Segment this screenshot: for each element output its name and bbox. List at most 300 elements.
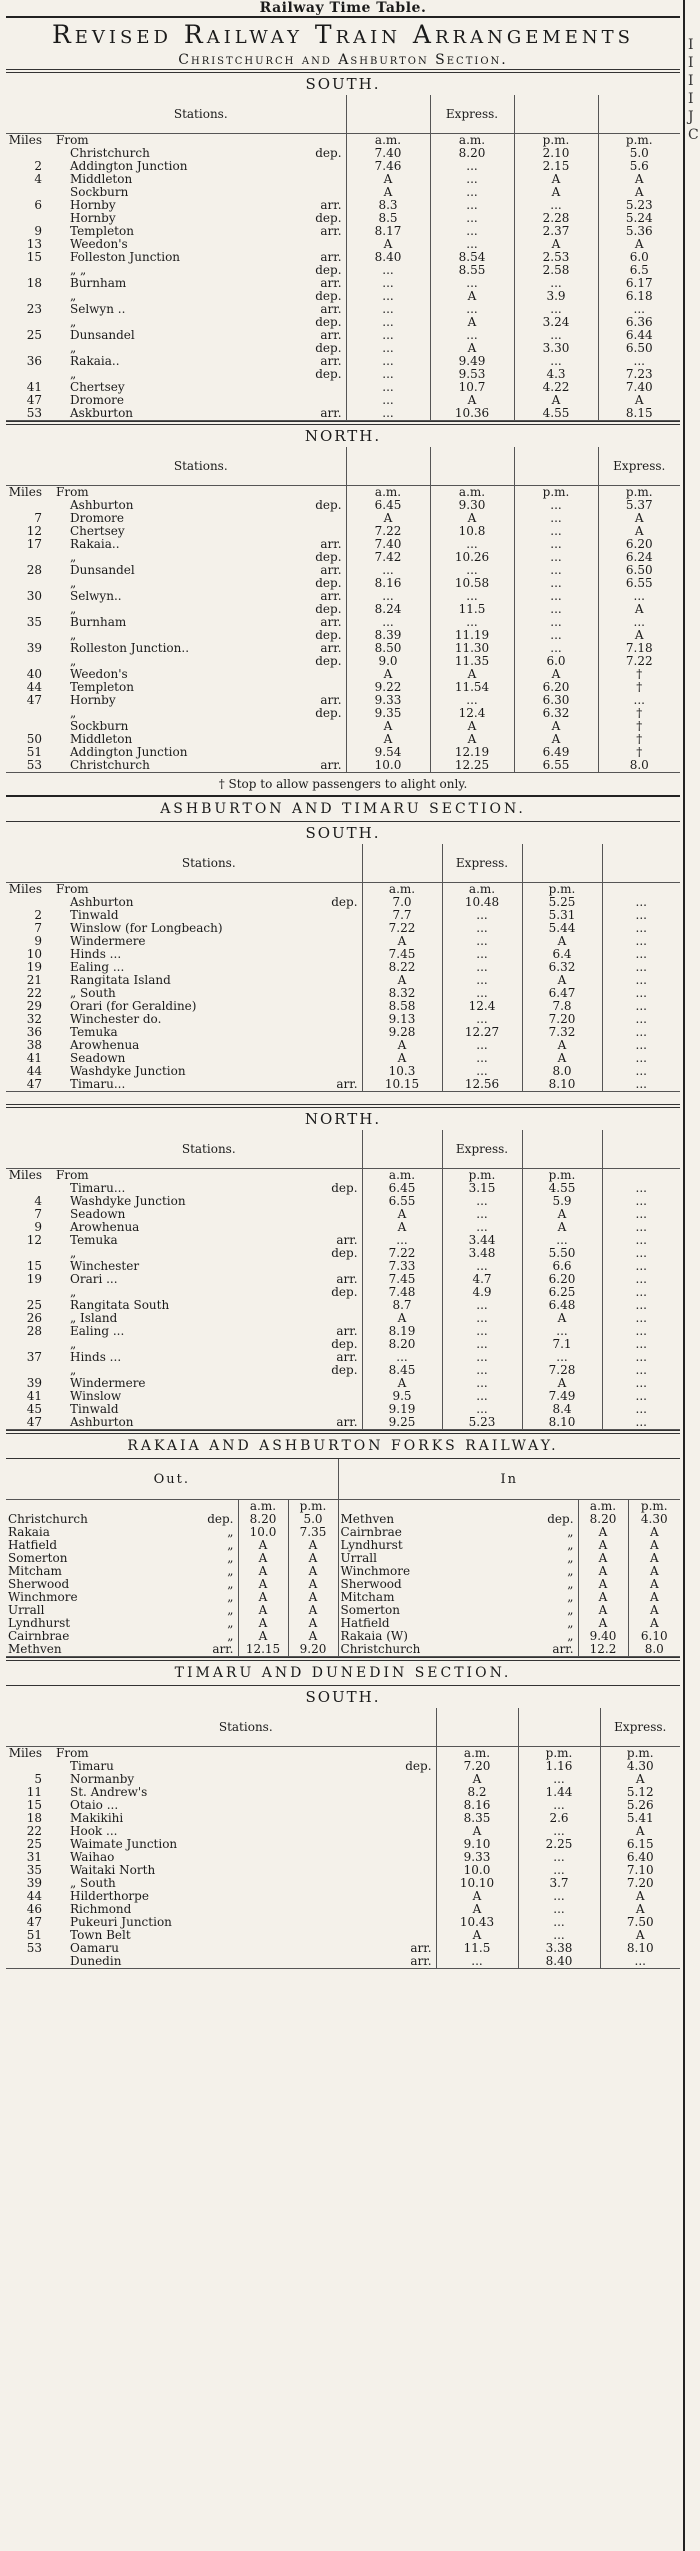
station-cell: Rolleston Junction..: [70, 642, 190, 655]
arr-dep-cell: [280, 486, 346, 500]
time-cell: 3.15: [442, 1182, 522, 1195]
timetable: [6, 844, 680, 1092]
miles-cell: 19: [26, 1273, 42, 1286]
station-cell: Town Belt: [70, 1929, 131, 1942]
time-cell: a.m.: [362, 883, 442, 897]
out-arr-dep: „: [227, 1591, 234, 1604]
station-cell: Winslow: [70, 1390, 122, 1403]
miles-cell: 7: [34, 922, 42, 935]
time-cell: a.m.: [430, 134, 514, 148]
in-time: A: [578, 1617, 628, 1630]
arr-dep-cell: arr.: [320, 199, 342, 212]
edge-fragment: J: [688, 109, 694, 125]
station-cell: Otaio ...: [70, 1799, 119, 1812]
arr-dep-cell: arr.: [336, 1234, 358, 1247]
time-cell: 8.16: [436, 1799, 518, 1812]
time-cell: 4.22: [514, 381, 598, 394]
time-cell: 2.6: [518, 1812, 600, 1825]
miles-cell: [6, 290, 52, 303]
table-row: [6, 759, 680, 773]
miles-cell: 35: [26, 616, 42, 629]
miles-cell: 41: [26, 381, 42, 394]
table-row: [6, 329, 680, 342]
col-header-time: Express.: [442, 1130, 522, 1169]
station-cell: Waihao: [70, 1851, 115, 1864]
table-row: [6, 1591, 680, 1604]
station-cell: „: [70, 603, 77, 616]
time-cell: 7.40: [598, 381, 680, 394]
time-cell: ...: [442, 974, 522, 987]
time-cell: A: [598, 238, 680, 251]
time-cell: ...: [602, 961, 680, 974]
table-row: [6, 1247, 680, 1260]
in-time: A: [628, 1617, 680, 1630]
time-cell: ...: [442, 1299, 522, 1312]
time-cell: 2.10: [514, 147, 598, 160]
time-cell: 5.12: [600, 1786, 680, 1799]
timaru-dunedin-title: TIMARU AND DUNEDIN SECTION.: [174, 1665, 512, 1681]
time-cell: 10.26: [430, 551, 514, 564]
station-cell: Burnham: [70, 277, 127, 290]
arr-dep-cell: [292, 1052, 362, 1065]
time-cell: 3.38: [518, 1942, 600, 1955]
time-cell: ...: [442, 1338, 522, 1351]
time-cell: ...: [442, 1351, 522, 1364]
footnote: † Stop to allow passengers to alight only.: [218, 777, 468, 791]
table-row: [6, 961, 680, 974]
in-arr-dep: „: [567, 1526, 574, 1539]
time-cell: 6.4: [522, 948, 602, 961]
in-time: A: [628, 1526, 680, 1539]
arr-dep-cell: dep.: [315, 551, 342, 564]
time-cell: 2.28: [514, 212, 598, 225]
table-row: [6, 707, 680, 720]
in-time: A: [628, 1565, 680, 1578]
arr-dep-cell: dep.: [331, 1182, 358, 1195]
out-time: A: [238, 1565, 288, 1578]
table-row: [6, 486, 680, 500]
time-cell: 7.45: [362, 948, 442, 961]
time-cell: 8.5: [346, 212, 430, 225]
arr-dep-cell: arr.: [336, 1273, 358, 1286]
table-row: [6, 251, 680, 264]
arr-dep-cell: [356, 1877, 436, 1890]
miles-cell: 5: [34, 1773, 42, 1786]
time-cell: ...: [602, 1195, 680, 1208]
station-cell: Sockburn: [70, 720, 129, 733]
arr-dep-cell: [292, 1312, 362, 1325]
time-cell: 9.22: [346, 681, 430, 694]
miles-cell: 7: [34, 1208, 42, 1221]
table-row: [6, 909, 680, 922]
table-row: [6, 733, 680, 746]
time-cell: ...: [514, 551, 598, 564]
table-row: [6, 1221, 680, 1234]
time-cell: A: [598, 603, 680, 616]
time-cell: 5.31: [522, 909, 602, 922]
miles-cell: 9: [34, 1221, 42, 1234]
arr-dep-cell: [292, 1377, 362, 1390]
time-cell: 7.8: [522, 1000, 602, 1013]
in-time: 8.0: [628, 1643, 680, 1657]
time-cell: 8.15: [598, 407, 680, 421]
table-row: [6, 173, 680, 186]
time-cell: 9.0: [346, 655, 430, 668]
table-row: [6, 642, 680, 655]
arr-dep-cell: [356, 1786, 436, 1799]
station-cell: „ South: [70, 1877, 116, 1890]
time-cell: 8.40: [518, 1955, 600, 1969]
time-cell: 8.2: [436, 1786, 518, 1799]
out-arr-dep: „: [227, 1578, 234, 1591]
station-cell: Rakaia..: [70, 538, 120, 551]
arr-dep-cell: [292, 1169, 362, 1183]
arr-dep-cell: arr.: [280, 759, 346, 773]
station-cell: Ashburton: [70, 896, 134, 909]
time-cell: 5.41: [600, 1812, 680, 1825]
station-cell: From: [56, 1168, 89, 1182]
time-cell: 6.50: [598, 564, 680, 577]
time-cell: †: [598, 733, 680, 746]
time-cell: ...: [518, 1929, 600, 1942]
time-cell: 7.22: [598, 655, 680, 668]
time-cell: A: [436, 1825, 518, 1838]
time-cell: A: [362, 1221, 442, 1234]
time-cell: ...: [514, 329, 598, 342]
col-header-stations: Stations.: [52, 1130, 362, 1169]
station-cell: Winslow (for Longbeach): [70, 922, 223, 935]
time-cell: 6.48: [522, 1299, 602, 1312]
time-cell: ...: [518, 1864, 600, 1877]
time-cell: p.m.: [522, 1169, 602, 1183]
time-cell: A: [430, 512, 514, 525]
station-cell: Waitaki North: [70, 1864, 156, 1877]
table-row: [6, 134, 680, 148]
table-row: [6, 935, 680, 948]
time-cell: 6.40: [600, 1851, 680, 1864]
timetable: [6, 447, 680, 773]
miles-cell: [6, 147, 52, 160]
time-cell: A: [346, 186, 430, 199]
table-row: [6, 1539, 680, 1552]
time-cell: 9.19: [362, 1403, 442, 1416]
in-arr-dep: „: [567, 1552, 574, 1565]
miles-cell: 47: [26, 1916, 42, 1929]
time-cell: ...: [602, 1273, 680, 1286]
arr-dep-cell: arr.: [320, 564, 342, 577]
miles-cell: 15: [26, 251, 42, 264]
time-cell: ...: [346, 316, 430, 329]
table-row: [6, 629, 680, 642]
out-time: A: [288, 1552, 338, 1565]
col-header-stations: Stations.: [52, 1708, 436, 1747]
time-cell: ...: [442, 1208, 522, 1221]
time-cell: ...: [598, 590, 680, 603]
time-cell: 3.7: [518, 1877, 600, 1890]
time-cell: ...: [430, 199, 514, 212]
time-cell: ...: [602, 1000, 680, 1013]
time-cell: ...: [518, 1903, 600, 1916]
table-row: [6, 1877, 680, 1890]
at-north-heading: NORTH.: [304, 1110, 382, 1128]
miles-cell: 26: [26, 1312, 42, 1325]
time-cell: 9.10: [436, 1838, 518, 1851]
time-cell: 6.20: [514, 681, 598, 694]
station-cell: Richmond: [70, 1903, 132, 1916]
miles-cell: [6, 1286, 52, 1299]
table-row: [6, 668, 680, 681]
miles-cell: 9: [34, 225, 42, 238]
table-row: [6, 1578, 680, 1591]
arr-dep-cell: [356, 1916, 436, 1929]
miles-cell: [6, 1247, 52, 1260]
station-cell: Winchester: [70, 1260, 140, 1273]
miles-cell: [6, 1955, 52, 1969]
time-cell: 8.35: [436, 1812, 518, 1825]
station-cell: Windermere: [70, 1377, 146, 1390]
time-cell: 5.44: [522, 922, 602, 935]
time-cell: 8.16: [346, 577, 430, 590]
table-row: [6, 564, 680, 577]
arr-dep-cell: [356, 1799, 436, 1812]
time-cell: 9.13: [362, 1013, 442, 1026]
edge-fragment: I: [688, 73, 694, 89]
time-cell: a.m.: [362, 1169, 442, 1183]
out-time: A: [238, 1539, 288, 1552]
chch-north-heading: NORTH.: [304, 427, 382, 445]
time-cell: ...: [602, 1078, 680, 1092]
in-station: Rakaia (W): [338, 1630, 510, 1643]
table-row: [6, 342, 680, 355]
arr-dep-cell: [356, 1903, 436, 1916]
table-row: [6, 538, 680, 551]
time-cell: ...: [442, 1325, 522, 1338]
arr-dep-cell: [292, 935, 362, 948]
time-cell: A: [362, 1039, 442, 1052]
chch-south-table: [6, 95, 680, 421]
miles-cell: [6, 603, 52, 616]
time-cell: †: [598, 720, 680, 733]
table-row: [6, 1299, 680, 1312]
arr-dep-cell: arr.: [356, 1955, 436, 1969]
station-cell: From: [56, 1746, 89, 1760]
arr-dep-cell: [292, 987, 362, 1000]
time-cell: 9.25: [362, 1416, 442, 1430]
miles-cell: 15: [26, 1260, 42, 1273]
station-cell: Waimate Junction: [70, 1838, 178, 1851]
station-cell: Pukeuri Junction: [70, 1916, 172, 1929]
table-row: [6, 1013, 680, 1026]
table-row: [6, 1604, 680, 1617]
arr-dep-cell: dep.: [315, 707, 342, 720]
time-cell: 8.7: [362, 1299, 442, 1312]
miles-cell: [6, 655, 52, 668]
time-cell: 10.3: [362, 1065, 442, 1078]
table-row: [6, 1903, 680, 1916]
table-row: [6, 681, 680, 694]
station-cell: Orari ...: [70, 1273, 118, 1286]
at-south-heading: SOUTH.: [305, 824, 381, 842]
time-cell: 8.55: [430, 264, 514, 277]
miles-cell: 44: [26, 1065, 42, 1078]
time-cell: 8.24: [346, 603, 430, 616]
arr-dep-cell: dep.: [315, 316, 342, 329]
time-cell: 8.32: [362, 987, 442, 1000]
time-cell: A: [346, 512, 430, 525]
miles-cell: 25: [26, 1299, 42, 1312]
time-cell: 8.10: [522, 1416, 602, 1430]
col-header-time: Express.: [442, 844, 522, 883]
table-row: [6, 1747, 680, 1761]
arr-dep-cell: [280, 512, 346, 525]
time-cell: A: [522, 1039, 602, 1052]
time-cell: ...: [430, 564, 514, 577]
miles-cell: [6, 551, 52, 564]
time-cell: 8.20: [430, 147, 514, 160]
table-row: [6, 316, 680, 329]
arr-dep-cell: dep.: [315, 629, 342, 642]
forks-table: [6, 1459, 680, 1657]
time-cell: 10.36: [430, 407, 514, 421]
table-row: [6, 577, 680, 590]
table-row: [6, 381, 680, 394]
time-cell: ...: [442, 1065, 522, 1078]
time-cell: ...: [602, 1286, 680, 1299]
in-time: 6.10: [628, 1630, 680, 1643]
time-cell: ...: [598, 303, 680, 316]
table-row: [6, 1825, 680, 1838]
time-cell: 3.30: [514, 342, 598, 355]
table-row: [6, 1851, 680, 1864]
in-time: 9.40: [578, 1630, 628, 1643]
time-cell: ...: [442, 1195, 522, 1208]
at-south-table: [6, 844, 680, 1092]
arr-dep-cell: dep.: [315, 342, 342, 355]
station-cell: Addington Junction: [70, 160, 188, 173]
miles-cell: 19: [26, 961, 42, 974]
station-cell: Tinwald: [70, 1403, 119, 1416]
arr-dep-cell: [292, 1299, 362, 1312]
table-row: [6, 1195, 680, 1208]
in-time: A: [578, 1526, 628, 1539]
time-cell: p.m.: [442, 1169, 522, 1183]
out-time: A: [288, 1630, 338, 1643]
arr-dep-cell: [292, 961, 362, 974]
miles-cell: 53: [26, 1942, 42, 1955]
time-cell: 12.4: [442, 1000, 522, 1013]
miles-cell: Miles: [8, 1168, 42, 1182]
station-cell: „: [70, 1247, 77, 1260]
time-cell: A: [514, 720, 598, 733]
station-cell: „: [70, 1338, 77, 1351]
station-cell: Chertsey: [70, 381, 125, 394]
time-cell: ...: [602, 1182, 680, 1195]
miles-cell: 39: [26, 642, 42, 655]
station-cell: From: [56, 133, 89, 147]
out-station: Lyndhurst: [8, 1617, 71, 1630]
time-cell: ...: [602, 974, 680, 987]
chch-north-table: [6, 447, 680, 773]
time-cell: ...: [346, 407, 430, 421]
miles-cell: 28: [26, 564, 42, 577]
out-station: Christchurch: [8, 1513, 88, 1526]
out-time: 9.20: [288, 1643, 338, 1657]
time-cell: a.m.: [436, 1747, 518, 1761]
time-cell: 7.32: [522, 1026, 602, 1039]
arr-dep-cell: arr.: [320, 329, 342, 342]
time-cell: 3.24: [514, 316, 598, 329]
arr-dep-cell: [356, 1747, 436, 1761]
time-cell: A: [600, 1890, 680, 1903]
table-row: [6, 1838, 680, 1851]
time-cell: ...: [598, 694, 680, 707]
in-time: A: [628, 1578, 680, 1591]
time-cell: ...: [514, 577, 598, 590]
time-cell: ...: [430, 329, 514, 342]
time-cell: 6.17: [598, 277, 680, 290]
time-cell: 6.45: [362, 1182, 442, 1195]
table-row: [6, 1182, 680, 1195]
out-arr-dep: „: [227, 1526, 234, 1539]
time-cell: a.m.: [430, 486, 514, 500]
time-cell: 7.7: [362, 909, 442, 922]
arr-dep-cell: dep.: [331, 1286, 358, 1299]
time-cell: 8.0: [522, 1065, 602, 1078]
time-cell: A: [522, 1312, 602, 1325]
arr-dep-cell: [280, 525, 346, 538]
time-cell: 1.44: [518, 1786, 600, 1799]
table-row: [6, 407, 680, 421]
miles-cell: [6, 1760, 52, 1773]
table-row: [6, 1552, 680, 1565]
table-row: [6, 199, 680, 212]
station-cell: „: [70, 290, 77, 303]
station-cell: Weedon's: [70, 238, 128, 251]
arr-dep-cell: arr.: [320, 694, 342, 707]
time-cell: 7.40: [346, 147, 430, 160]
table-row: [6, 512, 680, 525]
time-cell: 6.32: [514, 707, 598, 720]
time-cell: A: [522, 1221, 602, 1234]
time-cell: a.m.: [346, 134, 430, 148]
arr-dep-cell: arr.: [320, 538, 342, 551]
station-cell: Hilderthorpe: [70, 1890, 149, 1903]
chch-south-heading: SOUTH.: [305, 75, 381, 93]
blank: [172, 1500, 238, 1514]
time-cell: 10.48: [442, 896, 522, 909]
time-cell: 2.25: [518, 1838, 600, 1851]
station-cell: Arowhenua: [70, 1221, 140, 1234]
table-row: [6, 720, 680, 733]
in-arr-dep: „: [567, 1539, 574, 1552]
table-row: [6, 1630, 680, 1643]
out-arr-dep: „: [227, 1565, 234, 1578]
out-arr-dep: „: [227, 1630, 234, 1643]
col-header-time: [346, 95, 430, 134]
out-arr-dep: dep.: [207, 1513, 234, 1526]
miles-cell: 39: [26, 1377, 42, 1390]
station-cell: Hornby: [70, 199, 116, 212]
time-cell: A: [514, 668, 598, 681]
time-cell: ...: [602, 1351, 680, 1364]
time-cell: p.m.: [600, 1747, 680, 1761]
edge-fragment: I: [688, 91, 694, 107]
time-cell: 3.48: [442, 1247, 522, 1260]
arr-dep-cell: [356, 1812, 436, 1825]
time-cell: A: [436, 1773, 518, 1786]
time-cell: ...: [602, 1247, 680, 1260]
miles-cell: [6, 629, 52, 642]
